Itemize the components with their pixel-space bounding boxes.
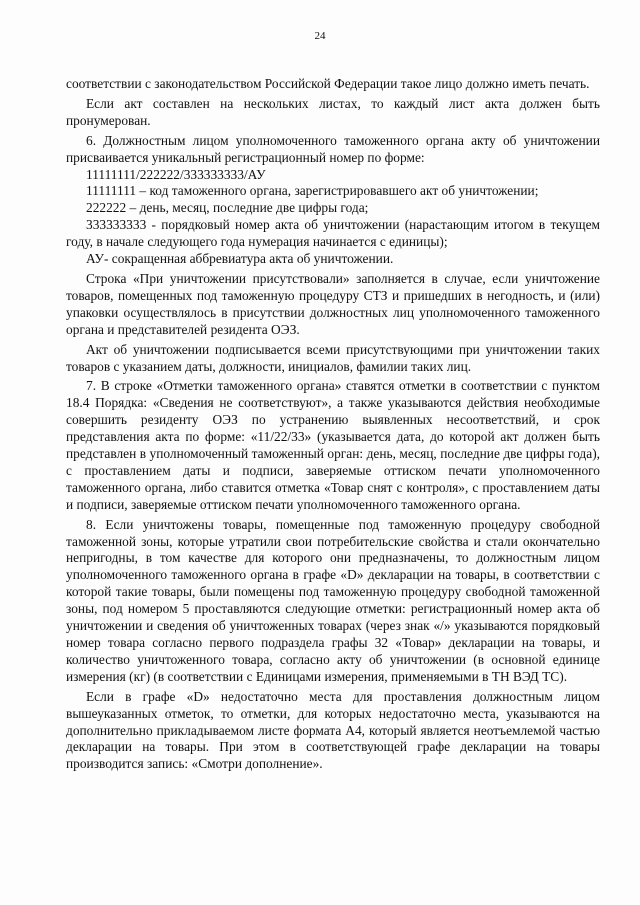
paragraph-act-multiple-sheets: Если акт составлен на нескольких листах, то каждый лист акта должен быть пронумерован. <box>66 95 600 128</box>
format-part-customs-code: 11111111 – код таможенного органа, зарегистрировавшего акт об уничтожении; <box>86 183 539 199</box>
paragraph-present-at-destruction: Строка «При уничтожении присутствовали» заполняется в случае, если уничтожение товаров, помещенных под таможенную процедуру СТЗ и пришедших в негодность, и (или) упаковки осуществлялось в присутствии должностных лиц уполномоченного таможенного органа и представителей резидента ОЭЗ. <box>66 270 600 337</box>
page-number: 24 <box>314 30 326 42</box>
paragraph-item-6: 6. Должностным лицом уполномоченного таможенного органа акту об уничтожении присваивается уникальный регистрационный номер по форме: <box>66 132 600 165</box>
paragraph-act-signing: Акт об уничтожении подписывается всеми присутствующими при уничтожении таких товаров с указанием даты, должности, инициалов, фамилии таких лиц. <box>66 341 600 374</box>
paragraph-insufficient-space: Если в графе «D» недостаточно места для проставления должностным лицом вышеуказанных отметок, то отметки, для которых недостаточно места, указываются на дополнительно прикладываемом листе формата А4, который является неотъемлемой частью декларации на товары. При этом в соответствующей графе декларации на товары производится запись: «Смотри дополнение». <box>66 688 600 772</box>
paragraph-item-7: 7. В строке «Отметки таможенного органа» ставятся отметки в соответствии с пунктом 18.4 Порядка: «Сведения не соответствуют», а также указываются действия необходимые совершить резиденту ОЭЗ по устранению выявленных несоответствий, и срок представления акта по форме: «11/22/33» (указывается дата, до которой акт должен быть представлен в уполномоченный таможенный орган: день, месяц, последние две цифры года), с проставлением даты и подписи, заверяемые оттиском печати уполномоченного таможенного органа, либо ставится отметка «Товар снят с контроля», с проставлением даты и подписи, заверяемые оттиском печати уполномоченного таможенного органа. <box>66 378 600 512</box>
registration-number-format: 11111111/222222/333333333/АУ <box>86 166 266 182</box>
paragraph-item-8: 8. Если уничтожены товары, помещенные под таможенную процедуру свободной таможенной зоны, которые утратили свои потребительские свойства и стали окончательно непригодны, в том качестве для которого они предназначены, то должностным лицом уполномоченного таможенного органа в графе «D» декларации на товары, в соответствии с которой такие товары, были помещены под таможенную процедуру свободной таможенной зоны, под номером 5 проставляются следующие отметки: регистрационный номер акта об уничтожении и сведения об уничтоженных товарах (через знак «/» указываются порядковый номер товара согласно первого подраздела графы 32 «Товар» декларации на товары, и количество уничтоженного товара, согласно акту об уничтожении (в основной единице измерения (кг) (в соответствии с Единицами измерения, применяемыми в ТН ВЭД ТС). <box>66 516 600 684</box>
document-body <box>66 76 600 773</box>
format-part-date: 222222 – день, месяц, последние две цифры года; <box>86 200 369 216</box>
paragraph-continuation: соответствии с законодательством Российской Федерации такое лицо должно иметь печать. <box>66 76 590 91</box>
format-part-abbreviation: АУ- сокращенная аббревиатура акта об уничтожении. <box>86 251 394 267</box>
format-part-sequence: 333333333 - порядковый номер акта об уничтожении (нарастающим итогом в текущем году, в начале следующего года нумерация начинается с единицы); <box>66 217 600 250</box>
